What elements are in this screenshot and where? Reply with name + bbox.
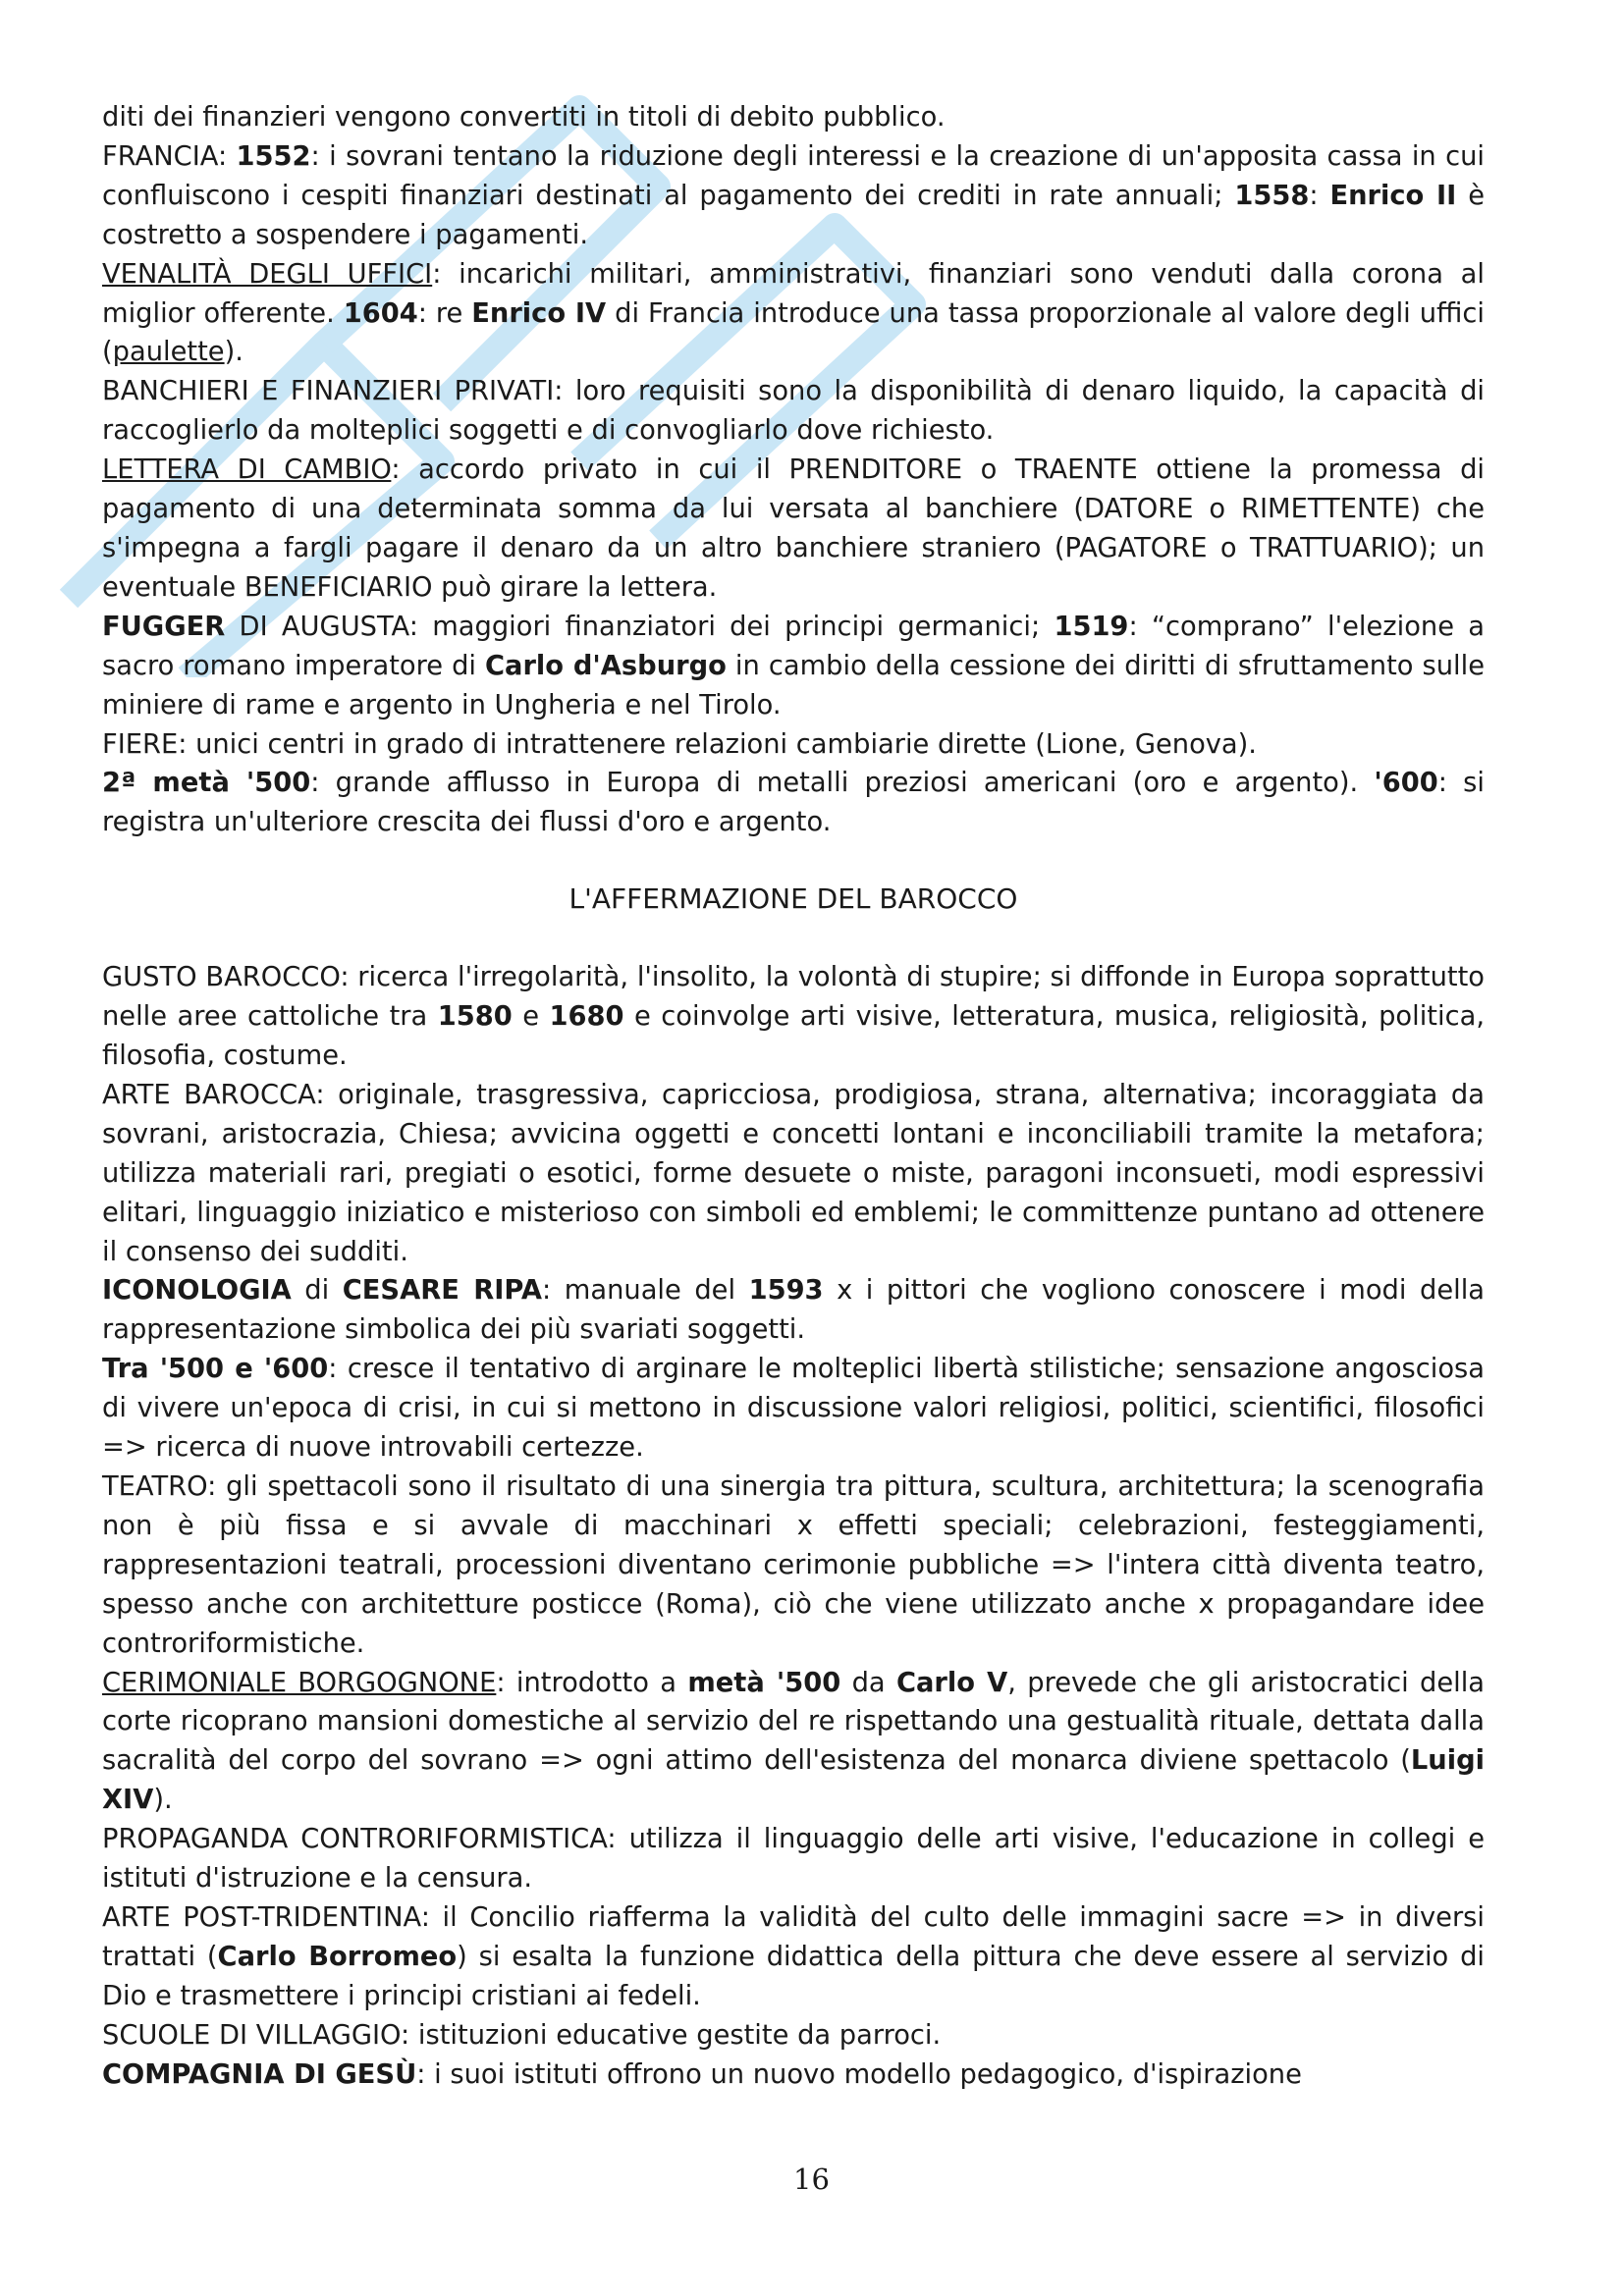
paragraph-group-finance xyxy=(102,98,1485,842)
paragraph: TEATRO: gli spettacoli sono il risultato di una sinergia tra pittura, scultura, architettura; la scenografia non è più fissa e si avvale di macchinari x effetti speciali; celebrazioni, festeggiamenti, rappresentazioni teatrali, processioni diventano cerimonie pubbliche => l'intera città diventa teatro, spesso anche con architetture posticce (Roma), ciò che viene utilizzato anche x propagandare idee controriformistiche. xyxy=(102,1471,1485,1659)
page-number: 16 xyxy=(793,2163,830,2196)
paragraph: COMPAGNIA DI GESÙ: i suoi istituti offrono un nuovo modello pedagogico, d'ispirazione xyxy=(102,2058,1302,2090)
page-content xyxy=(102,98,1485,2095)
paragraph: SCUOLE DI VILLAGGIO: istituzioni educative gestite da parroci. xyxy=(102,2019,942,2051)
paragraph: ARTE POST-TRIDENTINA: il Concilio riafferma la validità del culto delle immagini sacre => in diversi trattati (Carlo Borromeo) si esalta la funzione didattica della pittura che deve essere al servizio di Dio e trasmettere i principi cristiani ai fedeli. xyxy=(102,1901,1485,2011)
paragraph: PROPAGANDA CONTRORIFORMISTICA: utilizza il linguaggio delle arti visive, l'educazione in collegi e istituti d'istruzione e la censura. xyxy=(102,1824,1485,1895)
paragraph: ARTE BAROCCA: originale, trasgressiva, capricciosa, prodigiosa, strana, alternativa; incoraggiata da sovrani, aristocrazia, Chiesa; avvicina oggetti e concetti lontani e inconciliabili tramite la metafora; utilizza materiali rari, pregiati o esotici, forme desuete o miste, paragoni inconsueti, modi espressivi elitari, linguaggio iniziatico e misterioso con simboli ed emblemi; le committenze puntano ad ottenere il consenso dei sudditi. xyxy=(102,1079,1485,1267)
section-title: L'AFFERMAZIONE DEL BAROCCO xyxy=(568,882,1018,916)
paragraph: FUGGER DI AUGUSTA: maggiori finanziatori dei principi germanici; 1519: “comprano” l'elezione a sacro romano imperatore di Carlo d'Asburgo in cambio della cessione dei diritti di sfruttamento sulle miniere di rame e argento in Ungheria e nel Tirolo. xyxy=(102,611,1485,721)
paragraph: FIERE: unici centri in grado di intrattenere relazioni cambiarie dirette (Lione, Genova). xyxy=(102,728,1257,760)
paragraph: GUSTO BAROCCO: ricerca l'irregolarità, l'insolito, la volontà di stupire; si diffonde in Europa soprattutto nelle aree cattoliche tra 1580 e 1680 e coinvolge arti visive, letteratura, musica, religiosità, politica, filosofia, costume. xyxy=(102,962,1485,1072)
paragraph-group-baroque xyxy=(102,958,1485,2094)
paragraph: BANCHIERI E FINANZIERI PRIVATI: loro requisiti sono la disponibilità di denaro liquido, la capacità di raccoglierlo da molteplici soggetti e di convogliarlo dove richiesto. xyxy=(102,376,1485,447)
paragraph: ICONOLOGIA di CESARE RIPA: manuale del 1593 x i pittori che vogliono conoscere i modi della rappresentazione simbolica dei più svariati soggetti. xyxy=(102,1275,1486,1346)
paragraph: Tra '500 e '600: cresce il tentativo di arginare le molteplici libertà stilistiche; sensazione angosciosa di vivere un'epoca di crisi, in cui si mettono in discussione valori religiosi, politici, scientifici, filosofici => ricerca di nuove introvabili certezze. xyxy=(102,1354,1485,1464)
paragraph: FRANCIA: 1552: i sovrani tentano la riduzione degli interessi e la creazione di un'apposita cassa in cui confluiscono i cespiti finanziari destinati al pagamento dei crediti in rate annuali; 1558: Enrico II è costretto a sospendere i pagamenti. xyxy=(102,140,1486,250)
paragraph: VENALITÀ DEGLI UFFICI: incarichi militari, amministrativi, finanziari sono venduti dalla corona al miglior offerente. 1604: re Enrico IV di Francia introduce una tassa proporzionale al valore degli uffici (paulette). xyxy=(102,258,1485,368)
paragraph: diti dei finanzieri vengono convertiti in titoli di debito pubblico. xyxy=(102,102,946,133)
paragraph: 2ª metà '500: grande afflusso in Europa di metalli preziosi americani (oro e argento). '600: si registra un'ulteriore crescita dei flussi d'oro e argento. xyxy=(102,768,1485,838)
paragraph: CERIMONIALE BORGOGNONE: introdotto a metà '500 da Carlo V, prevede che gli aristocratici della corte ricoprano mansioni domestiche al servizio del re rispettando una gestualità rituale, dettata dalla sacralità del corpo del sovrano => ogni attimo dell'esistenza del monarca diviene spettacolo (Luigi XIV). xyxy=(102,1667,1486,1816)
paragraph: LETTERA DI CAMBIO: accordo privato in cui il PRENDITORE o TRAENTE ottiene la promessa di pagamento di una determinata somma da lui versata al banchiere (DATORE o RIMETTENTE) che s'impegna a fargli pagare il denaro da un altro banchiere straniero (PAGATORE o TRATTUARIO); un eventuale BENEFICIARIO può girare la lettera. xyxy=(102,454,1485,603)
